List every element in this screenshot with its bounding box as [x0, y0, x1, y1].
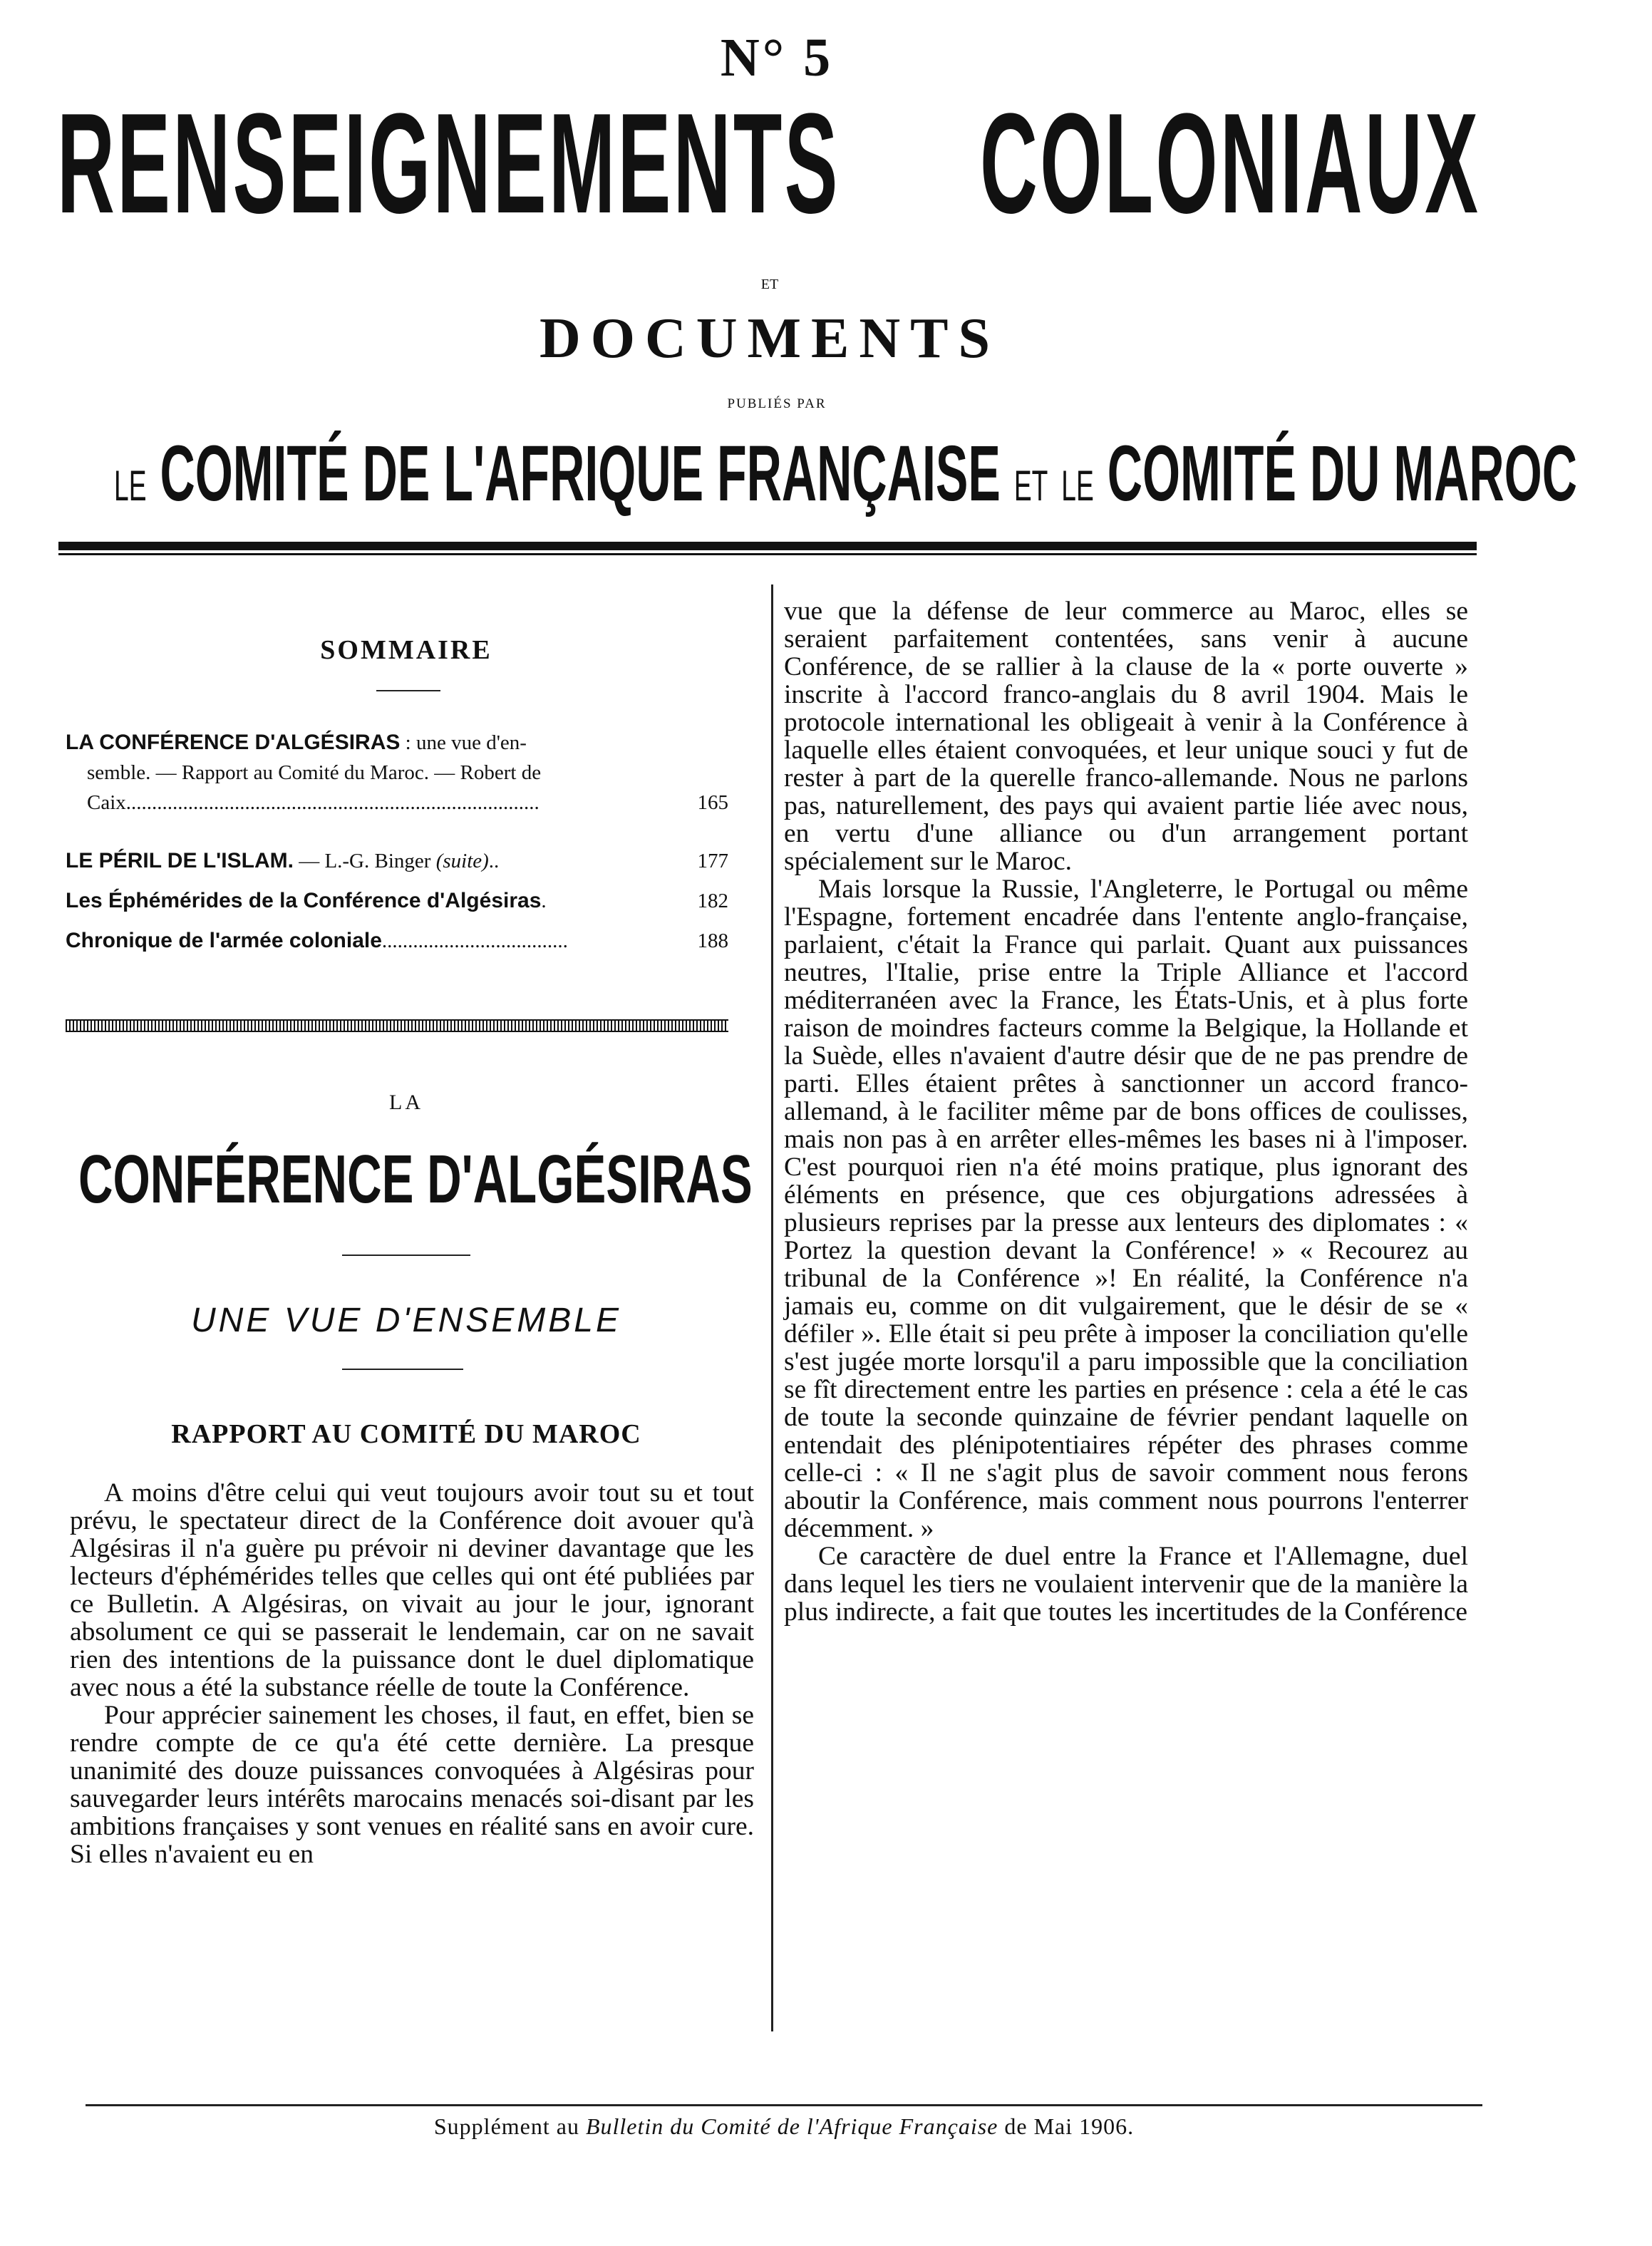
ornamental-rule — [66, 1019, 728, 1032]
right-column-body — [784, 597, 1468, 1626]
column-divider — [771, 584, 773, 2031]
toc-entry-title: Les Éphémérides de la Conférence d'Algésiras — [66, 889, 542, 912]
journal-title-part2: COLONIAUX — [980, 84, 1481, 243]
toc-entry-detail: semble. — Rapport au Comité du Maroc. — Robert de — [87, 761, 542, 784]
toc-leader-dots: ................................................................................ — [125, 791, 540, 814]
divider — [342, 1369, 463, 1370]
toc-entry-note: (suite) — [435, 850, 489, 872]
documents-heading: DOCUMENTS — [539, 307, 1001, 370]
paragraph: A moins d'être celui qui veut toujours avoir tout su et tout prévu, le spectateur direct de la Conférence doit avouer qu'à Algésiras il n'a guère pu prévoir ni deviner davantage que les lecteurs d'éphémérides telles que celles qui ont été publiées par ce Bulletin. A Algésiras, on vivait au jour le jour, ignorant absolument ce qui se passerait le lendemain, car on ne savait rien des intentions de la puissance dont le duel diplomatique avec nous a été la substance réelle de toute la Conférence. — [70, 1478, 754, 1702]
article-kicker: LA — [389, 1091, 423, 1114]
toc-page-number: 182 — [697, 890, 728, 912]
toc-leader-dots: .. — [488, 850, 500, 872]
toc-entry[interactable] — [66, 927, 728, 957]
publishers-line — [114, 430, 1577, 517]
paragraph: Mais lorsque la Russie, l'Angleterre, le Portugal ou même l'Espagne, fortement encadrée dans l'entente anglo-française, parlaient, c'était la France qui parlait. Quant aux puissances neutres, l'Italie, prise entre la Triple Alliance et l'accord méditerranéen avec la France, les États-Unis, et à plus forte raison de moindres facteurs comme la Belgique, la Hollande et la Suède, elles n'avaient d'autre désir que de ne pas prendre de parti. Elles étaient prêtes à sanctionner un accord franco-allemand, à le faciliter même par de bons offices de coulisses, mais non pas à en arrêter elles-mêmes les bases ni à l'imposer. C'est pourquoi rien n'a été moins pratique, plus ignorant des éléments en présence, que ces objurgations adressées à plusieurs reprises par la presse aux lenteurs des diplomates : « Portez la question devant la Conférence! » « Recourez au tribunal de la Conférence »! En réalité, la Conférence n'a jamais eu, comme on dit vulgairement, que le désir de se « défiler ». Elle était si peu prête à imposer la conciliation qu'elle s'est jugée morte lorsqu'il a paru impossible que la conciliation se fît directement entre les parties en présence : cela a été le cas de toute la seconde quinzaine de février pendant laquelle on entendait des plénipotentiaires répéter des phrases comme celle-ci : « Il ne s'agit plus de savoir comment nous ferons aboutir la Conférence, mais comment nous pourrons l'enterrer décemment. » — [784, 875, 1468, 1543]
paragraph: vue que la défense de leur commerce au Maroc, elles se seraient parfaitement contentées, sans venir à aucune Conférence, de se rallier à la clause de la « porte ouverte » inscrite à l'accord franco-anglais du 8 avril 1904. Mais le protocole international les obligeait à venir à la Conférence à laquelle elles étaient convoquées, et leur unique souci y fut de rester à part de la querelle franco-allemande. Nous ne parlons pas, naturellement, des pays qui avaient partie liée avec nous, en vertu d'une alliance ou d'un arrangement portant spécialement sur le Maroc. — [784, 597, 1468, 876]
footer-rule — [86, 2104, 1482, 2106]
toc-entry-author-end: Caix — [87, 791, 126, 814]
divider — [376, 690, 440, 691]
toc-leader-dots: . — [541, 890, 547, 912]
report-heading: RAPPORT AU COMITÉ DU MAROC — [171, 1419, 641, 1449]
publisher-et: ET — [1013, 462, 1048, 510]
footer-date: de Mai 1906. — [998, 2113, 1135, 2139]
journal-title-part1: RENSEIGNEMENTS — [57, 84, 840, 243]
toc-entry-title: Chronique de l'armée coloniale — [66, 929, 382, 952]
toc-leader-dots: .................................... — [381, 929, 568, 952]
publisher-le-1: LE — [114, 462, 147, 510]
article-title: CONFÉRENCE D'ALGÉSIRAS — [78, 1141, 753, 1217]
toc-entry-title: LE PÉRIL DE L'ISLAM. — [66, 849, 294, 872]
masthead-rule-thin — [58, 553, 1477, 555]
footer-prefix: Supplément au — [433, 2113, 586, 2139]
divider — [342, 1255, 470, 1256]
toc-entry[interactable] — [66, 887, 728, 917]
toc-page-number: 188 — [697, 929, 728, 952]
masthead-rule — [58, 542, 1477, 550]
issue-number: N° 5 — [720, 28, 834, 88]
toc-page-number: 165 — [697, 791, 728, 814]
masthead-et: ET — [760, 277, 779, 292]
publisher-le-2: LE — [1061, 462, 1094, 510]
published-by: PUBLIÉS PAR — [727, 396, 827, 411]
toc-entry-title: LA CONFÉRENCE D'ALGÉSIRAS — [66, 731, 401, 754]
toc-entry[interactable] — [66, 847, 728, 877]
publisher-committee-maroc: COMITÉ DU MAROC — [1107, 430, 1577, 517]
toc-entry-subtitle: : une vue d'en- — [400, 731, 527, 754]
left-column-body — [70, 1479, 754, 1868]
publisher-committee-afrique: COMITÉ DE L'AFRIQUE FRANÇAISE — [160, 430, 1001, 517]
footer-bulletin: Bulletin du Comité de l'Afrique Française — [585, 2113, 998, 2139]
toc-entry[interactable] — [66, 728, 728, 821]
footer-supplement — [86, 2113, 1482, 2140]
sommaire-heading: SOMMAIRE — [320, 635, 492, 665]
toc-page-number: 177 — [697, 850, 728, 872]
paragraph: Ce caractère de duel entre la France et l'Allemagne, duel dans lequel les tiers ne voulaient intervenir que de la manière la plus indirecte, a fait que toutes les incertitudes de la Conférence — [784, 1542, 1468, 1627]
article-subtitle: UNE VUE D'ENSEMBLE — [191, 1302, 621, 1339]
paragraph: Pour apprécier sainement les choses, il faut, en effet, bien se rendre compte de ce qu'a été cette dernière. La presque unanimité des douze puissances convoquées à Algésiras pour sauvegarder leurs intérêts marocains menacés soi-disant par les ambitions françaises y sont venues en réalité sans en avoir cure. Si elles n'avaient eu en — [70, 1701, 754, 1869]
toc-entry-author: — L.-G. Binger — [293, 850, 436, 872]
